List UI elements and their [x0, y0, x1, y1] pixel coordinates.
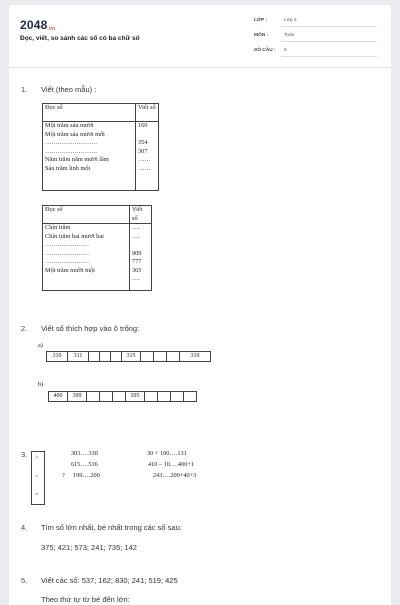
sequence-cell[interactable] — [167, 351, 180, 362]
site-logo[interactable] — [20, 18, 55, 32]
sequence-cell[interactable] — [141, 351, 154, 362]
sequence-cell[interactable] — [100, 351, 111, 362]
table-cell: …. …. 909 777 365 …. — [130, 224, 152, 291]
question-number: 1. — [21, 85, 28, 94]
sequence-cell: 400 — [48, 391, 68, 402]
question-number: 3. — [21, 450, 28, 459]
page-title: Đọc, viết, so sánh các số có ba chữ số — [20, 35, 140, 42]
lop-value: Lớp 3 — [284, 18, 297, 23]
sign: = — [35, 492, 39, 498]
number-list: 375; 421; 573; 241; 735; 142 — [41, 543, 137, 552]
question-text: Viết các số: 537; 162; 830; 241; 519; 425 — [41, 576, 178, 585]
sequence-cell[interactable] — [171, 391, 184, 402]
sequence-cell: 315 — [122, 351, 141, 362]
sequence-cell[interactable] — [87, 391, 100, 402]
sequence-cell[interactable] — [113, 391, 126, 402]
table-header: Đọc số — [43, 104, 136, 122]
logo-text: 2048 — [20, 18, 48, 32]
socau-label: SỐ CÂU : — [254, 48, 276, 53]
answer-table-1 — [42, 103, 159, 191]
part-label: a) — [38, 342, 43, 349]
sequence-cell: 399 — [68, 391, 87, 402]
sequence-cell[interactable] — [100, 391, 113, 402]
table-header: Đọc số — [43, 206, 130, 224]
table-header: Viết số — [130, 206, 152, 224]
sequence-cell[interactable] — [111, 351, 122, 362]
comparison-item: 243….200+40+3 — [153, 472, 197, 479]
mon-value: Toán — [284, 33, 295, 38]
mon-label: MÔN : — [254, 33, 269, 38]
table-cell: Chín trăm Chín trăm hai mươi hai ………………… ………………… ………………… Một trăm mười một — [43, 224, 130, 291]
question-mark: ? — [62, 472, 65, 479]
sign: < — [35, 474, 39, 480]
question-text: Tìm số lớn nhất, bé nhất trong các số sau: — [41, 523, 182, 532]
sequence-cell[interactable] — [158, 391, 171, 402]
table-cell: 160 354 307 …… …… — [136, 122, 159, 191]
table-cell: Một trăm sáu mươi Một trăm sáu mươi mốt ……………………. ……………………. Năm trăm năm mươi lăm Sáu trăm linh một — [43, 122, 136, 191]
logo-suffix: .vn — [47, 26, 56, 32]
table-header: Viết số — [136, 104, 159, 122]
sequence-cell[interactable] — [145, 391, 158, 402]
sequence-cell[interactable] — [184, 391, 197, 402]
question-text: Viết số thích hợp vào ô trống: — [41, 324, 140, 333]
question-number: 4. — [21, 523, 28, 532]
sign: > — [35, 455, 39, 461]
sequence-cell[interactable] — [154, 351, 167, 362]
question-text: Viết (theo mẫu) : — [41, 85, 97, 94]
sequence-cell: 319 — [180, 351, 211, 362]
socau-value: 6 — [284, 48, 287, 53]
comparison-item: 199….200 — [73, 472, 100, 479]
number-sequence-b — [48, 391, 197, 402]
divider — [281, 56, 377, 57]
comparison-item: 30 + 100….131 — [147, 450, 187, 457]
lop-label: LỚP : — [254, 18, 268, 23]
part-label: b) — [38, 381, 44, 388]
sequence-cell: 311 — [68, 351, 89, 362]
sequence-cell: 310 — [46, 351, 68, 362]
question-number: 2. — [21, 324, 28, 333]
number-sequence-a — [46, 351, 211, 362]
divider — [281, 41, 377, 42]
question-subtext: Theo thứ tự từ bé đến lớn: — [41, 595, 130, 604]
worksheet-header — [9, 5, 391, 68]
comparison-signs-box — [31, 451, 45, 505]
sequence-cell[interactable] — [89, 351, 100, 362]
worksheet-page — [9, 5, 391, 605]
answer-table-2 — [42, 205, 152, 291]
comparison-item: 615….516 — [71, 461, 98, 468]
comparison-item: 410 – 10….400+1 — [148, 461, 195, 468]
divider — [281, 26, 377, 27]
comparison-item: 303….330 — [71, 450, 98, 457]
sequence-cell: 395 — [126, 391, 145, 402]
question-number: 5. — [21, 576, 28, 585]
